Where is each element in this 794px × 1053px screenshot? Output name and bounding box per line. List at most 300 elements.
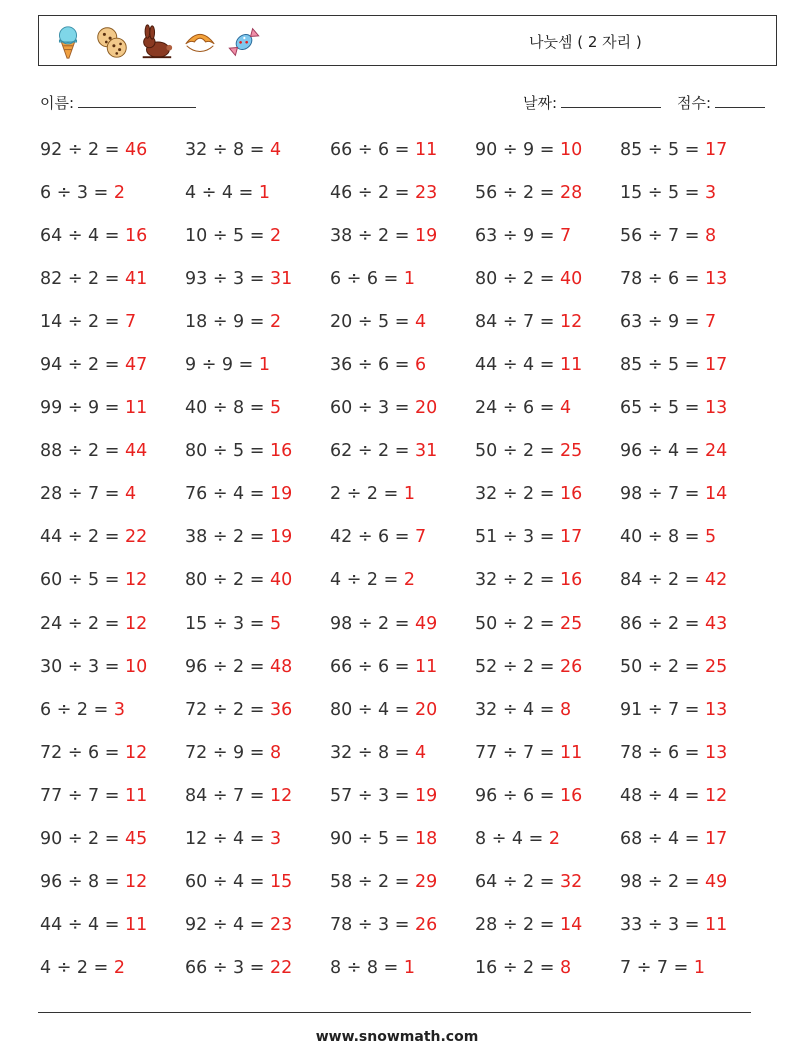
problem-cell [185,915,292,935]
problem-answer: 11 [414,656,438,677]
problem-question: 36 ÷ 6 = [330,355,415,376]
cookies-icon [93,23,131,61]
problem-answer: 7 [559,226,572,247]
problem-cell [475,527,582,547]
problem-answer: 44 [124,441,148,462]
problem-cell [620,915,727,935]
problem-question: 8 ÷ 4 = [475,828,549,849]
problem-cell [475,226,571,246]
problem-answer: 20 [414,398,438,419]
problem-answer: 28 [559,183,583,204]
problem-question: 78 ÷ 6 = [620,269,705,290]
problem-question: 96 ÷ 6 = [475,785,560,806]
score-field [677,92,765,113]
problem-answer: 40 [559,269,583,290]
problem-row [40,355,770,398]
problem-cell [40,915,147,935]
problem-question: 94 ÷ 2 = [40,355,125,376]
problem-question: 72 ÷ 9 = [185,742,270,763]
problem-cell [185,700,292,720]
problem-cell [620,786,727,806]
problem-cell [185,183,270,203]
problem-question: 92 ÷ 4 = [185,914,270,935]
problem-row [40,829,770,872]
problem-cell [185,527,292,547]
problem-question: 15 ÷ 3 = [185,613,270,634]
problem-row [40,312,770,355]
problem-cell [40,657,147,677]
problem-answer: 19 [414,226,438,247]
problem-cell [330,958,415,978]
problem-cell [330,786,437,806]
problem-question: 92 ÷ 2 = [40,140,125,160]
problem-question: 82 ÷ 2 = [40,269,125,290]
header-box [38,15,777,66]
problem-cell [620,312,716,332]
problem-answer: 2 [113,957,125,978]
problem-answer: 11 [124,785,148,806]
problem-row [40,398,770,441]
problem-answer: 49 [704,871,728,892]
problem-answer: 32 [559,871,583,892]
problem-answer: 19 [414,785,438,806]
problem-question: 66 ÷ 3 = [185,957,270,978]
problem-answer: 22 [269,957,293,978]
problem-question: 98 ÷ 7 = [620,484,705,505]
score-blank[interactable] [715,93,765,108]
footer-divider [38,1012,751,1013]
problem-answer: 12 [124,742,148,763]
problem-question: 68 ÷ 4 = [620,828,705,849]
problem-question: 40 ÷ 8 = [620,527,705,548]
problem-question: 86 ÷ 2 = [620,613,705,634]
problem-answer: 16 [124,226,148,247]
problem-answer: 12 [559,312,583,333]
problem-answer: 11 [704,914,728,935]
problem-question: 57 ÷ 3 = [330,785,415,806]
problem-cell [620,140,727,160]
problem-row [40,786,770,829]
problem-cell [40,140,147,160]
problem-question: 80 ÷ 4 = [330,699,415,720]
problem-question: 38 ÷ 2 = [185,527,270,548]
problem-cell [475,441,582,461]
problem-answer: 16 [559,785,583,806]
problem-answer: 8 [704,226,717,247]
problem-question: 42 ÷ 6 = [330,527,415,548]
problem-question: 88 ÷ 2 = [40,441,125,462]
problem-answer: 1 [693,957,705,978]
problem-answer: 31 [414,441,438,462]
problem-cell [620,958,705,978]
problem-cell [475,657,582,677]
problem-question: 85 ÷ 5 = [620,140,705,160]
problem-question: 2 ÷ 2 = [330,484,404,505]
problem-cell [185,312,281,332]
problem-question: 10 ÷ 5 = [185,226,270,247]
problem-question: 58 ÷ 2 = [330,871,415,892]
problem-question: 9 ÷ 9 = [185,355,259,376]
problem-question: 6 ÷ 2 = [40,699,114,720]
problem-cell [330,829,437,849]
problem-answer: 1 [403,957,415,978]
problem-cell [185,226,281,246]
problem-question: 30 ÷ 3 = [40,656,125,677]
problem-question: 91 ÷ 7 = [620,699,705,720]
problem-cell [330,269,415,289]
problem-cell [40,570,147,590]
problem-cell [185,484,292,504]
problem-cell [185,570,292,590]
problem-question: 66 ÷ 6 = [330,656,415,677]
problem-cell [185,958,292,978]
problem-question: 77 ÷ 7 = [475,742,560,763]
problem-cell [40,226,147,246]
problem-question: 72 ÷ 6 = [40,742,125,763]
problem-cell [620,743,727,763]
problem-answer: 16 [559,570,583,591]
problem-question: 65 ÷ 5 = [620,398,705,419]
problem-answer: 12 [704,785,728,806]
problem-cell [475,570,582,590]
problem-cell [475,829,560,849]
problem-cell [40,355,147,375]
problem-answer: 8 [269,742,282,763]
problem-answer: 24 [704,441,728,462]
problem-question: 98 ÷ 2 = [620,871,705,892]
problem-cell [330,915,437,935]
problem-question: 99 ÷ 9 = [40,398,125,419]
problem-cell [620,484,727,504]
problem-question: 63 ÷ 9 = [475,226,560,247]
problem-question: 32 ÷ 2 = [475,484,560,505]
problem-question: 16 ÷ 2 = [475,957,560,978]
problem-row [40,700,770,743]
problem-question: 80 ÷ 2 = [475,269,560,290]
problem-cell [185,398,281,418]
problem-answer: 25 [704,656,728,677]
problem-cell [475,743,582,763]
candy-icon [225,23,263,61]
problem-question: 48 ÷ 4 = [620,785,705,806]
problem-answer: 11 [559,355,583,376]
problem-question: 28 ÷ 2 = [475,914,560,935]
problem-question: 32 ÷ 4 = [475,699,560,720]
problem-cell [475,872,582,892]
problem-answer: 1 [258,355,270,376]
problem-cell [620,657,727,677]
problem-answer: 4 [559,398,572,419]
problem-cell [40,786,147,806]
problem-cell [40,398,147,418]
problem-cell [620,829,727,849]
problem-answer: 8 [559,699,572,720]
problem-cell [475,398,571,418]
problem-question: 52 ÷ 2 = [475,656,560,677]
problem-question: 64 ÷ 4 = [40,226,125,247]
problem-cell [475,786,582,806]
problem-answer: 11 [124,914,148,935]
problem-answer: 12 [124,570,148,591]
problem-cell [185,657,292,677]
problem-row [40,958,770,1001]
footer-website: www.snowmath.com [315,1029,479,1045]
problem-answer: 3 [269,828,282,849]
problem-row [40,269,770,312]
name-field [40,92,196,113]
problem-cell [475,915,582,935]
problem-cell [620,872,727,892]
problem-cell [475,140,582,160]
problem-cell [40,484,136,504]
problem-cell [40,183,125,203]
problem-cell [620,441,727,461]
problem-question: 44 ÷ 2 = [40,527,125,548]
problem-cell [185,441,292,461]
problem-question: 84 ÷ 7 = [185,785,270,806]
score-label: 점수: [677,94,712,112]
problem-question: 4 ÷ 2 = [330,570,404,591]
problem-cell [185,140,281,160]
problem-question: 56 ÷ 7 = [620,226,705,247]
problem-answer: 1 [403,269,415,290]
name-blank[interactable] [78,93,196,108]
problem-cell [185,743,281,763]
problem-question: 84 ÷ 2 = [620,570,705,591]
problem-cell [475,183,582,203]
problem-cell [475,312,582,332]
problem-answer: 48 [269,656,293,677]
problem-cell [620,355,727,375]
problem-answer: 13 [704,398,728,419]
problem-answer: 8 [559,957,572,978]
problem-question: 14 ÷ 2 = [40,312,125,333]
problem-answer: 46 [124,140,148,160]
problem-cell [40,872,147,892]
problem-row [40,614,770,657]
problem-cell [620,614,727,634]
problem-cell [40,958,125,978]
problem-answer: 26 [559,656,583,677]
problem-question: 50 ÷ 2 = [620,656,705,677]
problem-cell [330,527,426,547]
problem-question: 96 ÷ 4 = [620,441,705,462]
problem-cell [475,484,582,504]
problem-cell [40,614,147,634]
problem-answer: 5 [704,527,717,548]
problem-question: 76 ÷ 4 = [185,484,270,505]
problem-answer: 2 [113,183,125,204]
problem-answer: 12 [124,613,148,634]
problem-cell [330,226,437,246]
problem-question: 96 ÷ 8 = [40,871,125,892]
problem-answer: 12 [269,785,293,806]
problem-cell [475,700,571,720]
problem-answer: 17 [559,527,583,548]
problem-cell [185,829,281,849]
problem-question: 28 ÷ 7 = [40,484,125,505]
problem-question: 32 ÷ 8 = [185,140,270,160]
problem-answer: 1 [258,183,270,204]
problem-answer: 4 [414,742,427,763]
problem-answer: 12 [124,871,148,892]
problem-question: 51 ÷ 3 = [475,527,560,548]
problem-question: 46 ÷ 2 = [330,183,415,204]
problem-question: 90 ÷ 5 = [330,828,415,849]
problem-question: 50 ÷ 2 = [475,613,560,634]
problem-question: 63 ÷ 9 = [620,312,705,333]
problem-question: 18 ÷ 9 = [185,312,270,333]
problem-answer: 22 [124,527,148,548]
problem-cell [475,355,582,375]
problem-answer: 19 [269,484,293,505]
problem-cell [475,614,582,634]
problem-question: 78 ÷ 6 = [620,742,705,763]
problem-answer: 3 [113,699,125,720]
problem-row [40,484,770,527]
ice-cream-icon [49,23,87,61]
problem-answer: 17 [704,355,728,376]
problem-cell [185,614,281,634]
problem-answer: 10 [559,140,583,160]
worksheet-title: 나눗셈 ( 2 자리 ) [529,33,642,51]
problem-question: 44 ÷ 4 = [40,914,125,935]
problem-answer: 2 [548,828,560,849]
problem-cell [40,700,125,720]
problem-cell [330,657,437,677]
problem-answer: 47 [124,355,148,376]
problem-answer: 16 [559,484,583,505]
problem-question: 66 ÷ 6 = [330,140,415,160]
problem-answer: 23 [414,183,438,204]
problem-question: 85 ÷ 5 = [620,355,705,376]
problem-question: 6 ÷ 6 = [330,269,404,290]
problem-question: 96 ÷ 2 = [185,656,270,677]
problem-question: 84 ÷ 7 = [475,312,560,333]
problem-cell [620,700,727,720]
problem-row [40,441,770,484]
problem-answer: 23 [269,914,293,935]
problem-cell [40,527,147,547]
problem-cell [330,312,426,332]
problem-cell [40,269,147,289]
problem-question: 6 ÷ 3 = [40,183,114,204]
problem-question: 80 ÷ 2 = [185,570,270,591]
problem-question: 90 ÷ 9 = [475,140,560,160]
problem-question: 60 ÷ 3 = [330,398,415,419]
problem-answer: 15 [269,871,293,892]
problem-answer: 41 [124,269,148,290]
problem-question: 33 ÷ 3 = [620,914,705,935]
problem-answer: 20 [414,699,438,720]
problem-row [40,743,770,786]
problem-row [40,570,770,613]
problem-answer: 10 [124,656,148,677]
problem-question: 7 ÷ 7 = [620,957,694,978]
problem-cell [330,183,437,203]
problem-answer: 25 [559,613,583,634]
problem-row [40,872,770,915]
problem-answer: 19 [269,527,293,548]
problem-cell [475,958,571,978]
problem-cell [330,398,437,418]
problem-cell [330,441,437,461]
problem-answer: 11 [124,398,148,419]
date-blank[interactable] [561,93,661,108]
problem-answer: 7 [414,527,427,548]
problem-answer: 31 [269,269,293,290]
problem-answer: 17 [704,140,728,160]
problem-answer: 16 [269,441,293,462]
problem-question: 80 ÷ 5 = [185,441,270,462]
problem-answer: 29 [414,871,438,892]
problem-question: 60 ÷ 5 = [40,570,125,591]
problem-answer: 26 [414,914,438,935]
problem-cell [330,614,437,634]
problem-question: 62 ÷ 2 = [330,441,415,462]
problem-row [40,226,770,269]
problem-answer: 7 [124,312,137,333]
problem-answer: 2 [269,226,282,247]
problem-question: 12 ÷ 4 = [185,828,270,849]
problem-grid [40,140,770,1001]
problem-cell [330,700,437,720]
problem-question: 8 ÷ 8 = [330,957,404,978]
problem-row [40,140,770,183]
problem-cell [620,183,716,203]
date-label: 날짜: [523,94,558,112]
problem-question: 78 ÷ 3 = [330,914,415,935]
problem-question: 24 ÷ 6 = [475,398,560,419]
problem-answer: 45 [124,828,148,849]
problem-answer: 43 [704,613,728,634]
problem-answer: 13 [704,742,728,763]
problem-answer: 5 [269,398,282,419]
problem-answer: 1 [403,484,415,505]
problem-question: 15 ÷ 5 = [620,183,705,204]
problem-cell [620,398,727,418]
problem-answer: 13 [704,699,728,720]
problem-answer: 2 [269,312,282,333]
problem-answer: 4 [414,312,427,333]
problem-question: 93 ÷ 3 = [185,269,270,290]
problem-question: 60 ÷ 4 = [185,871,270,892]
problem-question: 77 ÷ 7 = [40,785,125,806]
problem-answer: 13 [704,269,728,290]
problem-row [40,657,770,700]
problem-answer: 49 [414,613,438,634]
problem-question: 50 ÷ 2 = [475,441,560,462]
problem-question: 64 ÷ 2 = [475,871,560,892]
problem-answer: 42 [704,570,728,591]
problem-cell [40,441,147,461]
problem-answer: 11 [559,742,583,763]
problem-answer: 7 [704,312,717,333]
problem-answer: 11 [414,140,438,160]
problem-answer: 6 [414,355,427,376]
problem-question: 72 ÷ 2 = [185,699,270,720]
problem-cell [620,269,727,289]
problem-question: 20 ÷ 5 = [330,312,415,333]
problem-answer: 3 [704,183,717,204]
name-label: 이름: [40,94,75,112]
problem-cell [40,312,136,332]
problem-cell [330,355,426,375]
problem-row [40,915,770,958]
problem-answer: 25 [559,441,583,462]
problem-cell [185,872,292,892]
problem-cell [185,355,270,375]
